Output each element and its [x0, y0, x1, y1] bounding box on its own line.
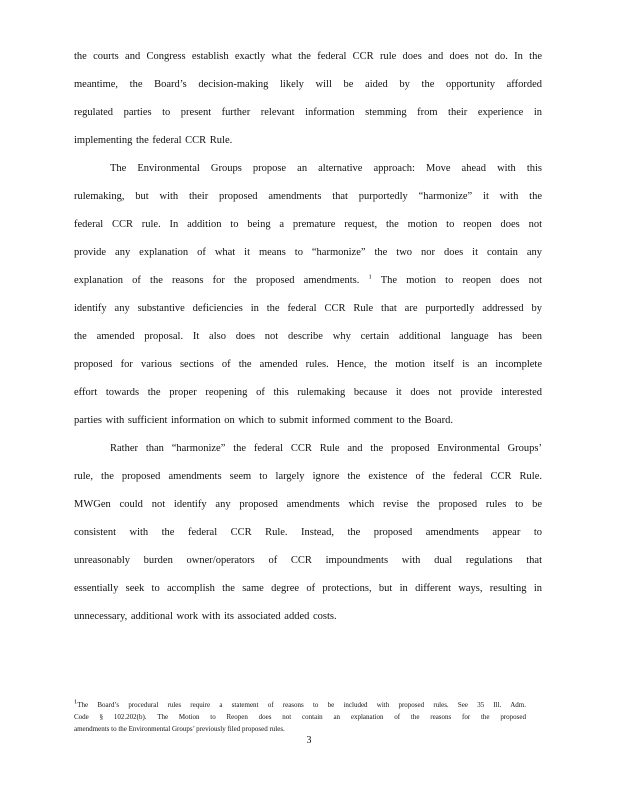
paragraph-2-line-5 — [74, 274, 542, 288]
paragraph-2-line-1: The Environmental Groups propose an alternative approach: Move ahead with this — [110, 163, 542, 174]
paragraph-3-line-2: rule, the proposed amendments seem to largely ignore the existence of the federal CCR Rule. — [74, 471, 542, 482]
paragraph-2-line-9: effort towards the proper reopening of this rulemaking because it does not provide interested — [74, 387, 542, 398]
paragraph-3-line-1: Rather than “harmonize” the federal CCR Rule and the proposed Environmental Groups’ — [110, 443, 542, 454]
paragraph-2-line-7: the amended proposal. It also does not describe why certain additional language has been — [74, 331, 542, 342]
paragraph-1-line-4: implementing the federal CCR Rule. — [74, 135, 233, 146]
paragraph-2-line-8: proposed for various sections of the amended rules. Hence, the motion itself is an incomplete — [74, 359, 542, 370]
footnote-line-1 — [74, 700, 526, 710]
paragraph-2-line-10: parties with sufficient information on which to submit informed comment to the Board. — [74, 415, 453, 426]
paragraph-2-line-3: federal CCR rule. In addition to being a premature request, the motion to reopen does not — [74, 219, 542, 230]
footnote-line-2: Code § 102.202(b). The Motion to Reopen does not contain an explanation of the reasons for the proposed — [74, 713, 526, 721]
footnote-reference: 1 — [368, 273, 372, 281]
paragraph-1-line-2: meantime, the Board’s decision-making likely will be aided by the opportunity afforded — [74, 79, 542, 90]
page-number: 3 — [306, 735, 312, 746]
paragraph-3-line-6: essentially seek to accomplish the same degree of protections, but in different ways, resulting in — [74, 583, 542, 594]
paragraph-3-line-3: MWGen could not identify any proposed amendments which revise the proposed rules to be — [74, 499, 542, 510]
paragraph-3-line-5: unreasonably burden owner/operators of CCR impoundments with dual regulations that — [74, 555, 542, 566]
paragraph-1-line-1: the courts and Congress establish exactly what the federal CCR rule does and does not do. In the — [74, 51, 542, 62]
footnote-marker: 1 — [74, 698, 78, 706]
line-5-text-after-ref: The motion to reopen does not — [380, 275, 543, 286]
paragraph-3-line-4: consistent with the federal CCR Rule. Instead, the proposed amendments appear to — [74, 527, 542, 538]
paragraph-2-line-2: rulemaking, but with their proposed amendments that purportedly “harmonize” it with the — [74, 191, 542, 202]
line-5-text: explanation of the reasons for the proposed amendments. — [74, 275, 360, 286]
paragraph-1-line-3: regulated parties to present further relevant information stemming from their experience in — [74, 107, 542, 118]
paragraph-3-line-7: unnecessary, additional work with its associated added costs. — [74, 611, 337, 622]
footnote-line-3: amendments to the Environmental Groups’ previously filed proposed rules. — [74, 725, 285, 733]
paragraph-2-line-4: provide any explanation of what it means to “harmonize” the two nor does it contain any — [74, 247, 542, 258]
footnote-line-1-text: The Board’s procedural rules require a statement of reasons to be included with proposed rules. See 35 Ill. Adm. — [77, 701, 526, 709]
paragraph-2-line-6: identify any substantive deficiencies in the federal CCR Rule that are purportedly addressed by — [74, 303, 542, 314]
